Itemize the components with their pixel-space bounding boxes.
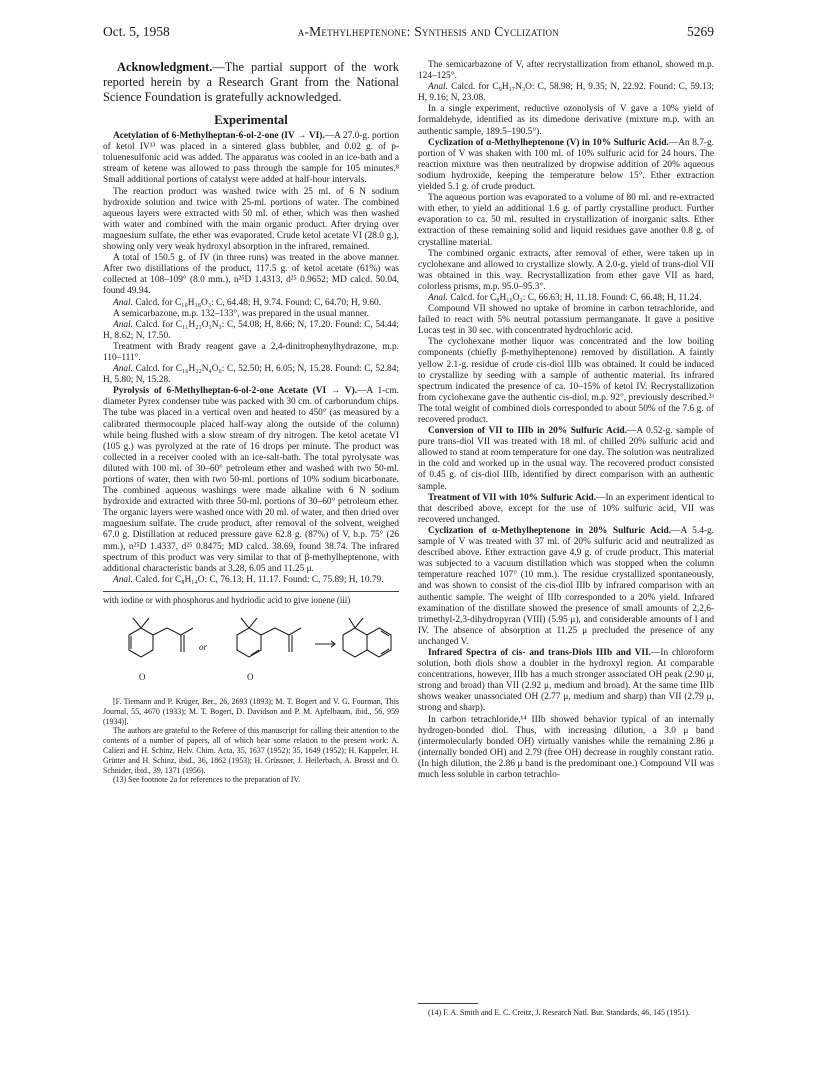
left-column [103, 60, 399, 785]
run-in-heading: Treatment of VII with 10% Sulfuric Acid. [428, 492, 597, 503]
analysis-paragraph: Anal. Calcd. for C₁₁H₂₁O₃N₃: C, 54.08; H, 8.66; N, 17.20. Found: C, 54.44; H, 8.62; N, 17.50. [103, 319, 399, 341]
paragraph: The reaction product was washed twice with 25 ml. of 6 N sodium hydroxide solution and twice with 25-ml. portions of water. The combined aqueous layers were extracted with 50 ml. of ether, which was then washed with water and combined with the main organic product. After drying over magnesium sulfate, the ether was evaporated. Crude ketol acetate VI (28.0 g.), showing only very weak hydroxyl absorption in the infrared, remained. [103, 186, 399, 253]
paragraph: Compound VII showed no uptake of bromine in carbon tetrachloride, and failed to react with 5% neutral potassium permanganate. It gave a positive Lucas test in 30 sec. with concentrated hydrochloric acid. [418, 304, 714, 337]
footnote [418, 1003, 714, 1018]
run-in-heading: Infrared Spectra of cis- and trans-Diols IIIb and VII. [428, 647, 652, 658]
analysis-paragraph: Anal. Calcd. for C₈H₁₄O: C, 76.13; H, 11.17. Found: C, 75.89; H, 10.79. [113, 574, 384, 585]
run-in-heading: Conversion of VII to IIIb in 20% Sulfuric Acid. [428, 426, 627, 437]
header-date: Oct. 5, 1958 [103, 24, 170, 39]
structure-2 [237, 618, 301, 657]
paragraph: Cyclization of α-Methylheptenone (V) in 10% Sulfuric Acid.—An 8.7-g. portion of V was shaken with 100 ml. of 10% sulfuric acid for 24 hours. The reaction mixture was then neutralized by dropwise addition of 20% aqueous sodium hydroxide, keeping the temperature below 15°. Ether extraction yielded 5.1 g. of crude product. [418, 137, 714, 193]
analysis-paragraph: Anal. Calcd. for C₁₆H₂₂N₄O₆: C, 52.50; H, 6.05; N, 15.28. Found: C, 52.84; H, 5.80; N, 15.28. [103, 364, 399, 386]
footnote-text: (14) F. A. Smith and E. C. Creitz, J. Research Natl. Bur. Standards, 46, 145 (1951). [428, 1008, 690, 1017]
run-in-heading: Cyclization of α-Methylheptenone in 20% Sulfuric Acid. [428, 525, 672, 536]
run-in-heading: Cyclization of α-Methylheptenone (V) in 10% Sulfuric Acid. [428, 137, 669, 148]
carbonyl-label: O [139, 671, 146, 682]
paragraph: A total of 150.5 g. of IV (in three runs) was treated in the above manner. After two distillations of the product, 117.5 g. of ketol acetate (61%) was collected at 108–109° (8.0 mm.), n²⁵D 1.4313, d²⁵ 0.9652; MD calcd. 50.04, found 49.94. [103, 253, 399, 297]
scheme-caption: with iodine or with phosphorus and hydriodic acid to give ionene (iii) [103, 594, 351, 605]
references [103, 697, 399, 785]
structure-1 [129, 618, 193, 657]
structure-ionene [343, 618, 391, 657]
paragraph: Treatment of VII with 10% Sulfuric Acid.—In an experiment identical to that described above, except for the use of 10% sulfuric acid, VII was recovered unchanged. [418, 492, 714, 525]
paragraph: Cyclization of α-Methylheptenone in 20% Sulfuric Acid.—A 5.4-g. sample of V was treated with 37 ml. of 20% sulfuric acid and neutralized as described above. Ether extraction gave 4.9 g. of crude product. This material was subjected to a vacuum distillation which was stopped when the column temperature reached 107° (10 mm.). The residue crystallized spontaneously, and was shown to consist of the cis-diol IIIb by infrared comparison with an authentic sample. The weight of IIIb corresponded to a 20% yield. Infrared examination of the distillate showed the presence of small amounts of 2,2,6-trimethyl-2,3-dihydropyran (VIII) (5.95 μ), and considerable amounts of I and IV. The absence of absorption at 11.25 μ precluded the presence of any unchanged V. [418, 525, 714, 647]
reference-item: [F. Tiemann and P. Krüger, Ber., 26, 2693 (1893); M. T. Bogert and V. G. Fourman, This Journal, 55, 4670 (1933); M. T. Bogert, D. Davidson and P. M. Apfelbaum, ibid., 56, 959 (1934)]. [103, 696, 399, 726]
reaction-arrow [315, 641, 335, 647]
reference-item: The authors are grateful to the Referee of this manuscript for calling their attention to the contents of a number of papers, all of which bear some relation to the present work: A. Caliezi and H. Schinz, Helv. Chim. Acta, 35, 1637 (1952); 35, 1649 (1952); H. Kappeler, H. Grütter and H. Schinz, ibid., 36, 1862 (1953); H. Grüssner, J. Heilerbach, A. Brossi and O. Schnider, ibid., 39, 1371 (1956). [103, 726, 399, 775]
analysis-paragraph: Anal. Calcd. for C₈H₁₆O₂: C, 66.63; H, 11.18. Found: C, 66.48; H, 11.24. [428, 292, 702, 303]
paragraph: The semicarbazone of V, after recrystallization from ethanol, showed m.p. 124–125°. [418, 60, 714, 82]
carbonyl-label: O [247, 671, 254, 682]
paragraph: Pyrolysis of 6-Methylheptan-6-ol-2-one Acetate (VI → V).—A 1-cm. diameter Pyrex condenser tube was packed with 30 cm. of carborundum chips. The tube was placed in a vertical oven and heated to 450° (as measured by a calibrated thermocouple placed half-way along the outside of the column) while being flushed with a slow stream of dry nitrogen. The ketol acetate VI (105 g.) was pyrolyzed at the rate of 16 drops per minute. The product was collected in a receiver cooled with an ice-salt-bath. The total pyrolysate was diluted with 100 ml. of 30–60° petroleum ether and washed with two 50-ml. portions of water, then with two 50-ml. portions of 10% sodium bicarbonate. The combined aqueous washings were made alkaline with 6 N sodium hydroxide and extracted with three 50-ml. portions of 30–60° petroleum ether. The organic layers were washed once with 20 ml. of water, and then dried over magnesium sulfate. The crude product, after removal of the solvent, weighed 67.0 g. Distillation at reduced pressure gave 62.8 g. (87%) of V, b.p. 75° (26 mm.), n²⁵D 1.4337, d²⁵ 0.8475; MD calcd. 38.69, found 38.74. The infrared spectrum of this product was very similar to that of β-methylheptenone, with additional characteristic bands at 3.28, 6.05 and 11.25 μ. [103, 386, 399, 574]
ack-text: —The partial support of the work reported herein by a Research Grant from the National Science Foundation is gratefully acknowledged. [103, 60, 399, 104]
running-header [103, 24, 714, 44]
right-column [418, 60, 714, 781]
scheme-or-label: or [199, 641, 208, 652]
header-title: α-Methylheptenone: Synthesis and Cyclization [297, 24, 559, 39]
paragraph: Treatment with Brady reagent gave a 2,4-dinitrophenylhydrazone, m.p. 110–111°. [103, 341, 399, 363]
paragraph: Infrared Spectra of cis- and trans-Diols IIIb and VII.—In chloroform solution, both diols show a doublet in the hydroxyl region. At comparable concentrations, however, IIIb has a much stronger associated OH peak (2.90 μ, strong and broad) than VII (2.92 μ, medium and broad). At the same time IIIb shows weaker unassociated OH (2.77 μ, medium and sharp) than VII (2.79 μ, strong and sharp). [418, 647, 715, 714]
paragraph: In carbon tetrachloride,¹⁴ IIIb showed behavior typical of an internally hydrogen-bonded diol. Thus, with increasing dilution, a 3.0 μ band (intermolecularly bonded OH) virtually vanishes while the remaining 2.86 μ (internally bonded OH) and 2.79 (free OH) decrease in roughly constant ratio. (In high dilution, the 2.86 μ band is the predominant one.) Compound VII was much less soluble in carbon tetrachlo- [418, 714, 714, 780]
reference-item: (13) See footnote 2a for references to the preparation of IV. [113, 775, 301, 785]
paragraph: The cyclohexane mother liquor was concentrated and the low boiling components (chiefly β-methylheptenone) removed by distillation. A faintly yellow 2.1-g. residue of crude cis-diol IIIb was obtained. It could be induced to crystallize by seeding with a sample of authentic material. Its infrared spectrum indicated the presence of ca. 10–15% of ketol IV. Recrystallization from cyclohexane gave the authentic cis-diol, m.p. 92°, previously described.²ᵃ The total weight of combined diols corresponded to about 50% of the 7.6 g. of recovered product. [418, 337, 714, 425]
reaction-scheme-drawing [103, 608, 399, 692]
paragraph: A semicarbazone, m.p. 132–133°, was prepared in the usual manner. [113, 308, 369, 319]
paragraph: The aqueous portion was evaporated to a volume of 80 ml. and re-extracted with ether, to yield an additional 1.6 g. of partly crystalline product. Further evaporation to ca. 50 ml. resulted in crystallization of inorganic salts. Ether extraction of these remaining solid and liquid residues gave another 0.8 g. of crystalline material. [418, 193, 714, 248]
run-in-heading: Acetylation of 6-Methylheptan-6-ol-2-one (IV → VI). [113, 131, 325, 142]
analysis-paragraph: Anal. Calcd. for C₉H₁₇N₃O: C, 58.98; H, 9.35; N, 22.92. Found: C, 59.13; H, 9.16; N, 23.08. [418, 82, 714, 104]
divider [103, 591, 399, 592]
analysis-paragraph: Anal. Calcd. for C₁₀H₁₈O₃: C, 64.48; H, 9.74. Found: C, 64.70; H, 9.60. [113, 297, 382, 308]
paragraph: Acetylation of 6-Methylheptan-6-ol-2-one (IV → VI).—A 27.0-g. portion of ketol IV¹³ was placed in a sintered glass bubbler, and 0.02 g. of p-toluenesulfonic acid was added. The apparatus was cooled in an ice-bath and a stream of ketene was allowed to pass through the sample for 105 minutes.⁸ Small additional portions of catalyst were added at half-hour intervals. [103, 131, 399, 186]
run-in-heading: Pyrolysis of 6-Methylheptan-6-ol-2-one Acetate (VI → V). [113, 386, 358, 397]
paragraph: Conversion of VII to IIIb in 20% Sulfuric Acid.—A 0.52-g. sample of pure trans-diol VII was treated with 18 ml. of chilled 20% sulfuric acid and allowed to stand at room temperature for one day. The solution was neutralized in the cold and worked up in the usual way. The recovered product consisted of 0.45 g. of cis-diol IIIb, identified by direct comparison with an authentic sample. [418, 426, 714, 492]
reaction-scheme [103, 608, 399, 692]
paragraph: The combined organic extracts, after removal of ether, were taken up in cyclohexane and allowed to crystallize slowly. A 2.0-g. yield of trans-diol VII was obtained in this way. Recrystallization from ether gave VII as hard, colorless prisms, m.p. 95.0–95.3°. [418, 248, 714, 292]
header-page-number: 5269 [686, 24, 714, 39]
ack-heading: Acknowledgment. [117, 60, 213, 74]
footnote-separator [418, 1003, 478, 1004]
acknowledgment [103, 60, 399, 105]
section-heading: Experimental [214, 113, 288, 127]
paragraph: In a single experiment, reductive ozonolysis of V gave a 10% yield of formaldehyde, identified as its dimedone derivative (mixture m.p. with an authentic sample, 189.5–190.5°). [418, 104, 714, 137]
